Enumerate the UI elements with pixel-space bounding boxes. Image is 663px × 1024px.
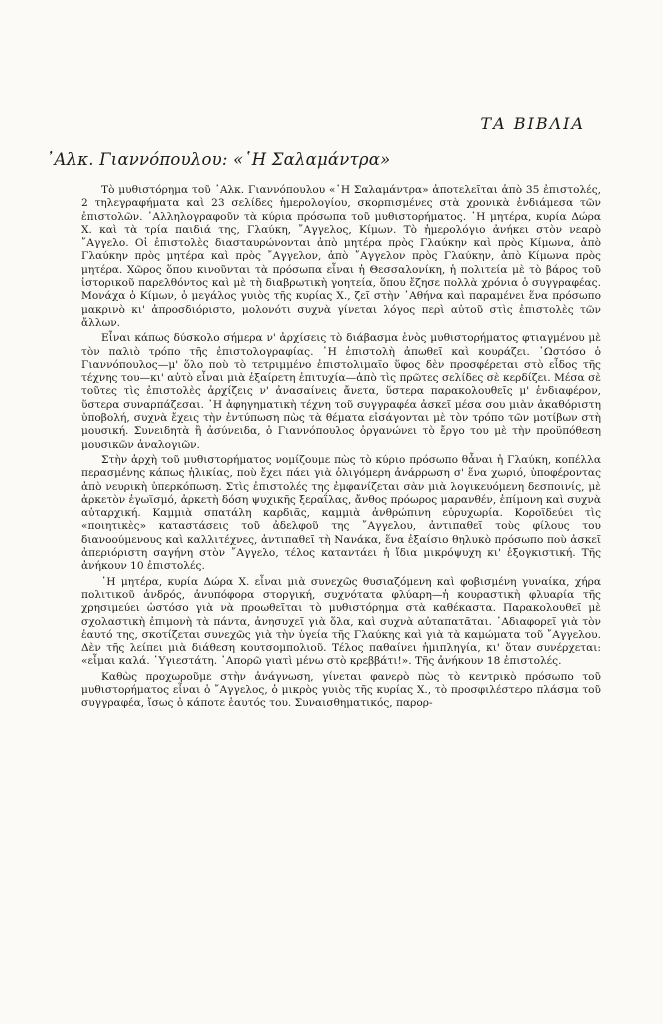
running-head: ΤΑ ΒΙΒΛΙΑ [480, 114, 585, 133]
paragraph: ῾Η μητέρα, κυρία Δώρα Χ. εἶναι μιὰ συνεχῶς θυσιαζόμενη καὶ φοβισμένη γυναίκα, χήρα πολιτικοῦ ἀνδρός, ἀνυπόφορα στοργική, συχνότατα φλύαρη—ἡ κουραστικὴ φλυαρία τῆς χρησιμεύει ὡστόσο γιὰ νὰ προωθεῖται τὸ μυθιστόρημα στὰ καθέκαστα. Παρακολουθεῖ μὲ σχολαστικὴ ἐπιμονὴ τὰ πάντα, ἀνησυχεῖ γιὰ ὅλα, καὶ συχνὰ αὐταπατᾶται. ᾿Αδιαφορεῖ γιὰ τὸν ἑαυτό της, σκοτίζεται συνεχῶς γιὰ τὴν ὑγεία τῆς Γλαύκης καὶ γιὰ τὰ καμώματα τοῦ ῎Αγγελου. Δὲν τῆς λείπει μιὰ διάθεση κουτσομπολιοῦ. Τέλος παθαίνει ἡμιπληγία, κι' ὅταν συνέρχεται: «εἶμαι καλά. ῾Υγιεστάτη. ᾿Απορῶ γιατὶ μένω στὸ κρεββάτι!». Τῆς ἀνήκουν 18 ἐπιστολές. [81, 575, 601, 668]
paragraph: Τὸ μυθιστόρημα τοῦ ᾿Αλκ. Γιαννόπουλου «῾Η Σαλαμάντρα» ἀποτελεῖται ἀπὸ 35 ἐπιστολές, 2 τηλεγραφήματα καὶ 23 σελίδες ἡμερολογίου, σκορπισμένες στὰ χρονικὰ ἐνδιάμεσα τῶν ἐπιστολῶν. ᾿Αλληλογραφοῦν τὰ κύρια πρόσωπα τοῦ μυθιστορήματος. ῾Η μητέρα, κυρία Δώρα Χ. καὶ τὰ τρία παιδιά της, Γλαύκη, ῎Αγγελος, Κίμων. Τὸ ἡμερολόγιο ἀνήκει στὸν νεαρὸ ῎Αγγελο. Οἱ ἐπιστολὲς διασταυρώνονται ἀπὸ μητέρα πρὸς Γλαύκην καὶ πρὸς Κίμωνα, ἀπὸ Γλαύκην πρὸς μητέρα καὶ πρὸς ῎Αγγελον, ἀπὸ ῎Αγγελον πρὸς Γλαύκην, ἀπὸ Κίμωνα πρὸς μητέρα. Χῶρος ὅπου κινοῦνται τὰ πρόσωπα εἶναι ἡ Θεσσαλονίκη, ἡ πολιτεία μὲ τὸ βάρος τοῦ ἱστορικοῦ παρελθόντος καὶ μὲ τὴ διαβρωτικὴ γοητεία, ὅπου ἔζησε πολλὰ χρόνια ὁ συγγραφέας. Μονάχα ὁ Κίμων, ὁ μεγάλος γυιὸς τῆς κυρίας Χ., ζεῖ στὴν ᾿Αθήνα καὶ παραμένει ἕνα πρόσωπο μακρινὸ κι' ἀπροσδιόριστο, μολονότι συχνὰ γίνεται λόγος περὶ αὐτοῦ στὶς ἐπιστολὲς τῶν ἄλλων. [81, 184, 601, 329]
paragraph: Εἶναι κάπως δύσκολο σήμερα ν' ἀρχίσεις τὸ διάβασμα ἑνὸς μυθιστορήματος φτιαγμένου μὲ τὸν παλιὸ τρόπο τῆς ἐπιστολογραφίας. ῾Η ἐπιστολὴ ἀπωθεῖ καὶ κουράζει. ῾Ωστόσο ὁ Γιαννόπουλος—μ' ὅλο ποὺ τὸ τετριμμένο ἐπιστολιμαῖο ὕφος δὲν προσφέρεται στὸ εἶδος τῆς τέχνης του—κι' αὐτὸ εἶναι μιὰ ἐξαίρετη ἐπιτυχία—ἀπὸ τὶς πρῶτες σελίδες σὲ κερδίζει. Μέσα σὲ τοῦτες τὶς ἐπιστολὲς ἀρχίζεις ν' ἀνασαίνεις ἄνετα, ὕστερα παρακολουθεῖς μ' ἐνδιαφέρον, ὕστερα συναρπάζεσαι. ῾Η ἀφηγηματικὴ τέχνη τοῦ συγγραφέα ἀσκεῖ μέσα σου μιὰν ἀκαθόριστη ὑποβολή, συχνὰ ἔχεις τὴν ἐντύπωση πὼς τὰ θέματα εἰσάγονται μὲ τὸν τρόπο τῶν μοτίβων στὴ μουσική. Συνειδητὰ ἢ ἀσύνειδα, ὁ Γιαννόπουλος ὀργανώνει τὸ ἔργο του μὲ τὴν προϋπόθεση μουσικῶν ἀναλογιῶν. [81, 332, 601, 451]
article-title: ᾿Αλκ. Γιαννόπουλου: «῾Η Σαλαμάντρα» [46, 150, 391, 169]
article-body [81, 184, 601, 713]
paragraph: Στὴν ἀρχὴ τοῦ μυθιστορήματος νομίζουμε πὼς τὸ κύριο πρόσωπο θἆναι ἡ Γλαύκη, κοπέλλα περασμένης κάπως ἡλικίας, ποὺ ἔχει πάει γιὰ ὀλιγόμερη ἀνάρρωση σ' ἕνα χωριό, ὑποφέροντας ἀπὸ νευρικὴ ὑπερκόπωση. Στὶς ἐπιστολές της ἐμφανίζεται σὰν μιὰ λογικευόμενη δεσποινίς, μὲ ἀρκετὸν ἐγωϊσμό, ἀρκετὴ δόση ψυχικῆς ξεραΐλας, ἄνθος πρόωρος μαρανθέν, ἐπίμονη καὶ συχνὰ αὐταρχική. Καμμιὰ σπατάλη καρδιᾶς, καμμιὰ ἀνθρώπινη εὐρυχωρία. Κοροϊδεύει τὶς «ποιητικὲς» καταστάσεις τοῦ ἀδελφοῦ της ῎Αγγελου, ἀντιπαθεῖ τοὺς φίλους του διανοούμενους καὶ καλλιτέχνες, ἀντιπαθεῖ τὴ Νανάκα, ἕνα ἐξαίσιο θηλυκὸ πρόσωπο ποὺ ἀσκεῖ ἀπεριόριστη σαγήνη στὸν ῎Αγγελο, τέλος καταντάει ἡ ἴδια μικρόψυχη κι' ἐξογκιστική. Τῆς ἀνήκουν 10 ἐπιστολές. [81, 453, 601, 573]
paragraph: Καθὼς προχωροῦμε στὴν ἀνάγνωση, γίνεται φανερὸ πὼς τὸ κεντρικὸ πρόσωπο τοῦ μυθιστορήματος εἶναι ὁ ῎Αγγελος, ὁ μικρὸς γυιὸς τῆς κυρίας Χ., τὸ προσφιλέστερο πλάσμα τοῦ συγγραφέα, ἴσως ὁ κάποτε ἑαυτός του. Συναισθηματικός, παρορ- [81, 670, 601, 710]
